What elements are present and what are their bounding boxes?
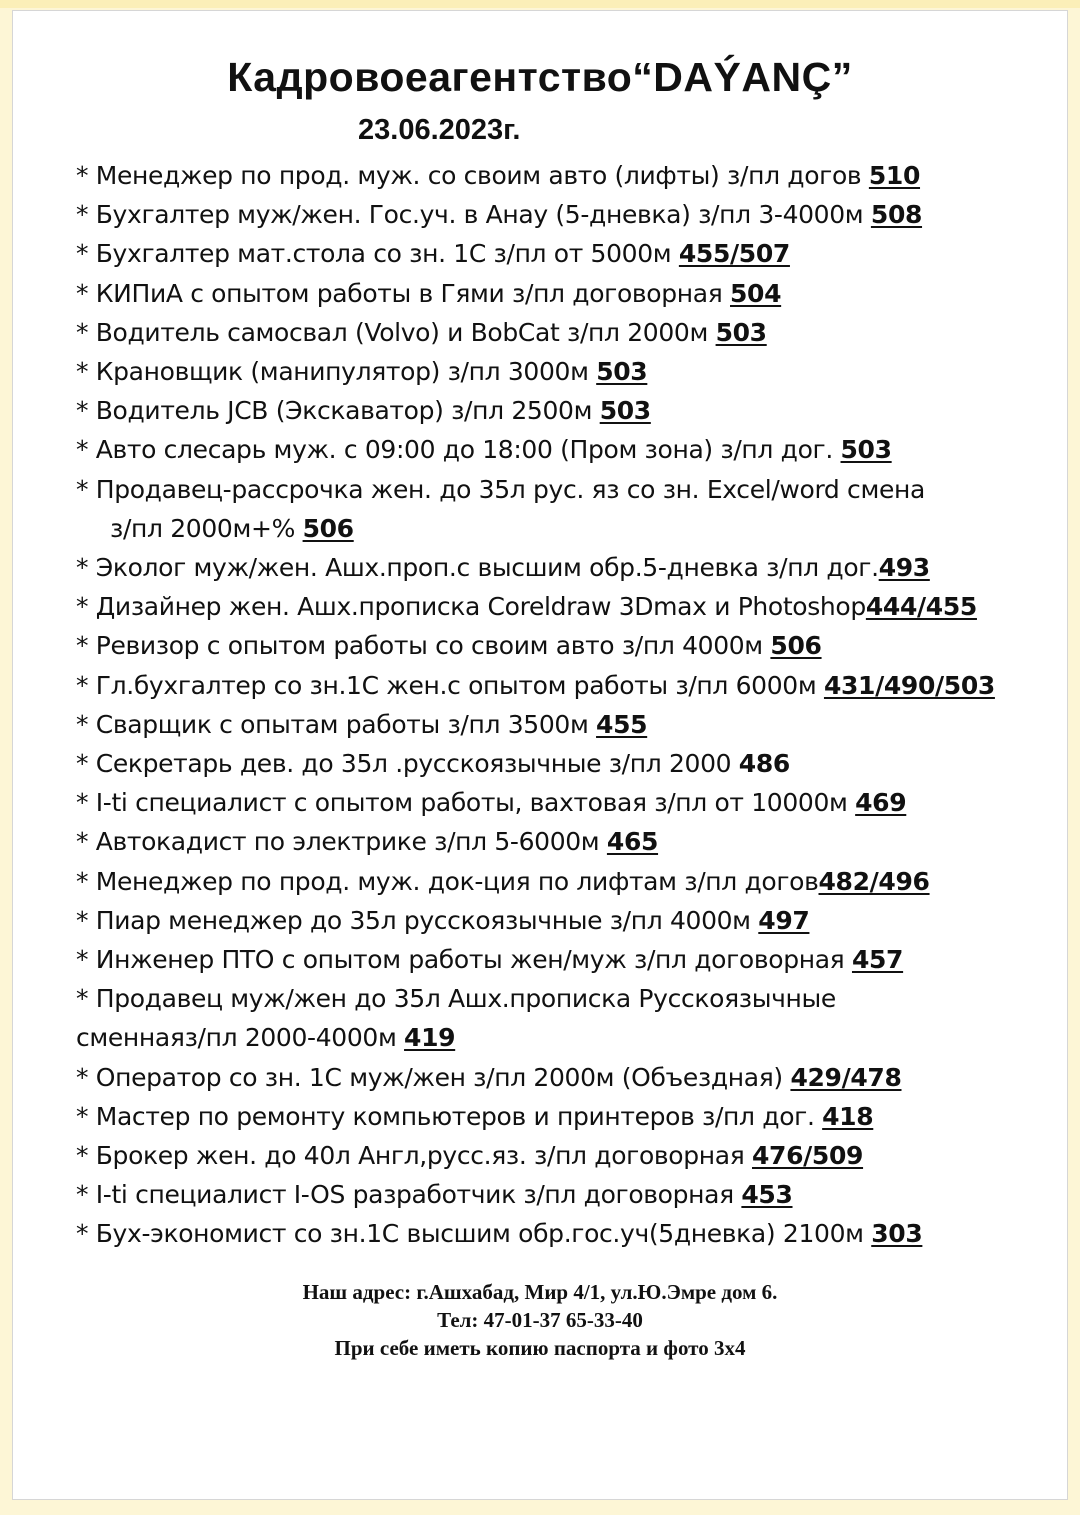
vacancy-item (76, 1214, 1066, 1253)
vacancy-text: * Брокер жен. до 40л Англ,русс.яз. з/пл договорная (76, 1141, 752, 1171)
top-band (0, 0, 1080, 8)
vacancy-item (76, 1097, 1066, 1136)
vacancy-code: 418 (822, 1101, 874, 1131)
vacancy-text: * Менеджер по прод. муж. док-ция по лифтам з/пл догов (76, 866, 819, 896)
vacancy-text: * КИПиА с опытом работы в Гями з/пл договорная (76, 278, 730, 308)
document-date: 23.06.2023г. (358, 114, 521, 146)
vacancy-item (76, 234, 1066, 273)
contact-footer (0, 1278, 1080, 1362)
vacancy-item (76, 783, 1066, 822)
vacancy-item (76, 1136, 1066, 1175)
vacancy-item (76, 470, 1066, 509)
vacancy-code: 493 (878, 553, 930, 583)
vacancy-text-continued: сменнаяз/пл 2000-4000м (76, 1023, 405, 1053)
vacancy-code: 469 (855, 788, 907, 818)
vacancy-code: 508 (870, 200, 923, 230)
vacancy-text: * Бух-экономист со зн.1С высшим обр.гос.уч(5дневка) 2100м (76, 1219, 872, 1249)
agency-title: Кадровоеагентство“DAÝANÇ” (227, 54, 853, 100)
vacancy-text: * Бухгалтер мат.стола со зн. 1С з/пл от 5000м (76, 239, 679, 269)
vacancy-item (76, 862, 1066, 901)
vacancy-item (76, 313, 1066, 352)
vacancy-item (76, 430, 1066, 469)
vacancy-text: * Секретарь дев. до 35л .русскоязычные з/пл 2000 (76, 749, 739, 779)
vacancy-item (76, 705, 1066, 744)
vacancy-text: * Мастер по ремонту компьютеров и принтеров з/пл дог. (76, 1101, 823, 1131)
vacancy-item (76, 1175, 1066, 1214)
vacancy-code: 455/507 (678, 239, 790, 269)
vacancy-item (76, 352, 1066, 391)
vacancy-item (76, 979, 1066, 1018)
vacancy-item (76, 391, 1066, 430)
vacancy-item (76, 626, 1066, 665)
vacancy-text: * Менеджер по прод. муж. со своим авто (лифты) з/пл догов (76, 161, 869, 190)
vacancy-text: * Водитель JCB (Экскаватор) з/пл 2500м (76, 396, 600, 426)
vacancy-code: 482/496 (818, 866, 930, 896)
vacancy-item-continued (76, 1018, 1066, 1057)
vacancy-text: * Сварщик с опытам работы з/пл 3500м (76, 709, 597, 739)
vacancy-code: 429/478 (790, 1062, 902, 1092)
vacancy-text: * Оператор со зн. 1С муж/жен з/пл 2000м (Объездная) (76, 1062, 791, 1092)
vacancy-code: 503 (840, 435, 892, 465)
vacancy-code: 455 (596, 709, 648, 739)
vacancy-item (76, 548, 1066, 587)
footer-note: При себе иметь копию паспорта и фото 3х4 (334, 1336, 746, 1360)
vacancy-code: 506 (770, 631, 822, 661)
vacancy-text: * Авто слесарь муж. с 09:00 до 18:00 (Пром зона) з/пл дог. (76, 435, 841, 465)
vacancy-text: * Пиар менеджер до 35л русскоязычные з/пл 4000м (76, 905, 759, 935)
vacancy-item-continued (76, 509, 1066, 548)
vacancy-code: 419 (404, 1023, 456, 1053)
vacancy-code: 504 (730, 278, 782, 308)
vacancy-text: * Автокадист по электрике з/пл 5-6000м (76, 827, 607, 857)
vacancy-item (76, 195, 1066, 234)
vacancy-item (76, 156, 1066, 195)
vacancy-text: * Ревизор с опытом работы со своим авто з/пл 4000м (76, 631, 771, 661)
footer-phones: Тел: 47-01-37 65-33-40 (437, 1308, 643, 1332)
vacancy-item (76, 822, 1066, 861)
vacancy-code: 503 (715, 317, 767, 347)
vacancy-code: 506 (302, 513, 354, 543)
vacancy-code: 486 (738, 749, 790, 779)
vacancy-code: 457 (851, 945, 904, 975)
vacancy-item (76, 744, 1066, 783)
vacancy-text: * Инженер ПТО с опытом работы жен/муж з/пл договорная (76, 945, 852, 975)
vacancy-code: 453 (741, 1180, 793, 1210)
vacancy-code: 465 (606, 827, 659, 857)
vacancy-text: * I-ti специалист I-OS разработчик з/пл договорная (76, 1180, 742, 1210)
vacancy-code: 497 (758, 905, 810, 935)
footer-address: Наш адрес: г.Ашхабад, Мир 4/1, ул.Ю.Эмре дом 6. (302, 1280, 778, 1304)
vacancy-item (76, 587, 1066, 626)
vacancy-text: * Бухгалтер муж/жен. Гос.уч. в Анау (5-дневка) з/пл 3-4000м (76, 200, 871, 230)
vacancy-text: * Продавец муж/жен до 35л Ашх.прописка Русскоязычные (76, 984, 836, 1014)
vacancy-code: 503 (596, 357, 648, 387)
vacancy-list (76, 156, 1066, 1254)
vacancy-text: * I-ti специалист с опытом работы, вахтовая з/пл от 10000м (76, 788, 856, 818)
vacancy-text: * Крановщик (манипулятор) з/пл 3000м (76, 357, 597, 387)
vacancy-text: * Дизайнер жен. Ашх.прописка Coreldraw 3Dmax и Photoshop (76, 592, 866, 622)
vacancy-text: * Продавец-рассрочка жен. до 35л рус. яз со зн. Excel/word смена (76, 474, 925, 504)
vacancy-item (76, 274, 1066, 313)
vacancy-item (76, 1058, 1066, 1097)
vacancy-code: 503 (599, 396, 651, 426)
vacancy-item (76, 901, 1066, 940)
vacancy-item (76, 940, 1066, 979)
vacancy-code: 303 (871, 1219, 923, 1249)
vacancy-text-continued: з/пл 2000м+% (110, 513, 303, 543)
vacancy-text: * Гл.бухгалтер со зн.1С жен.с опытом работы з/пл 6000м (76, 670, 824, 700)
vacancy-item (76, 666, 1066, 705)
vacancy-text: * Эколог муж/жен. Ашх.проп.с высшим обр.5-дневка з/пл дог. (76, 553, 879, 583)
vacancy-code: 431/490/503 (823, 670, 995, 700)
vacancy-text: * Водитель самосвал (Volvo) и BobCat з/пл 2000м (76, 317, 716, 347)
vacancy-code: 476/509 (752, 1141, 864, 1171)
vacancy-code: 444/455 (865, 592, 977, 622)
vacancy-code: 510 (868, 161, 921, 190)
